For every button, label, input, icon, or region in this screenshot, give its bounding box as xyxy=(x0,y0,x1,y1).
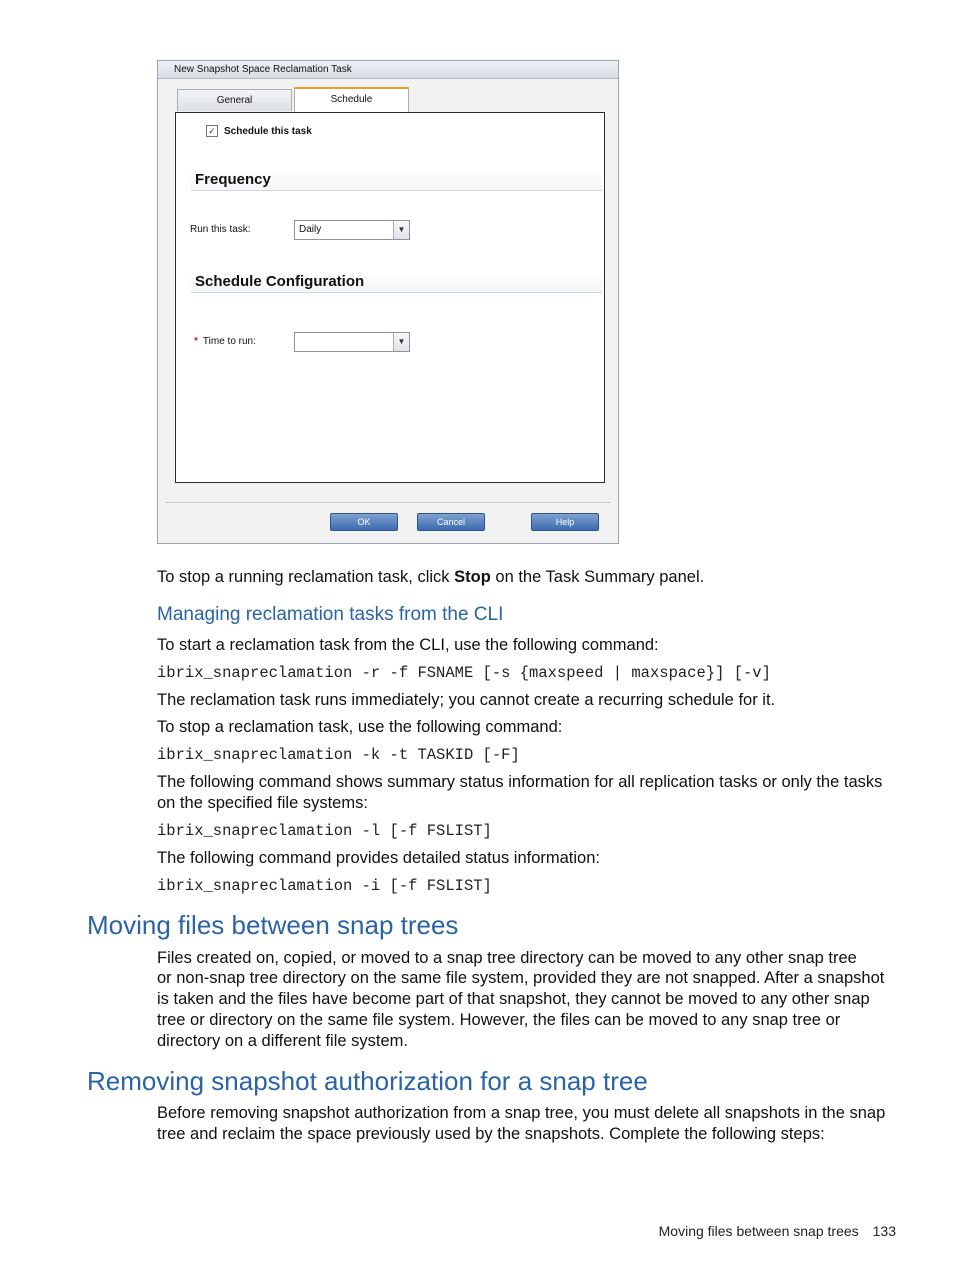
reclamation-task-dialog xyxy=(157,60,619,544)
schedule-config-heading: Schedule Configuration xyxy=(191,271,602,293)
cmd-start: ibrix_snapreclamation -r -f FSNAME [-s {maxspeed | maxspace}] [-v] xyxy=(157,664,771,682)
summary-line-1: The following command shows summary status information for all replication tasks or only the tasks xyxy=(157,773,883,791)
moving-line: directory on a different file system. xyxy=(157,1032,408,1050)
moving-line: is taken and the files have become part of that snapshot, they cannot be moved to any other snap xyxy=(157,990,870,1008)
moving-heading: Moving files between snap trees xyxy=(87,910,459,940)
tab-schedule[interactable]: Schedule xyxy=(294,87,409,112)
ok-button[interactable]: OK xyxy=(330,513,398,531)
cli-heading: Managing reclamation tasks from the CLI xyxy=(157,604,504,625)
stop-intro: To stop a reclamation task, use the following command: xyxy=(157,718,563,736)
detail-intro: The following command provides detailed status information: xyxy=(157,849,600,867)
time-to-run-select[interactable] xyxy=(294,332,410,352)
schedule-panel xyxy=(175,112,605,483)
time-to-run-label: Time to run: xyxy=(202,336,256,347)
stop-bold: Stop xyxy=(454,568,491,586)
help-button[interactable]: Help xyxy=(531,513,599,531)
checkbox-checked-icon[interactable]: ✓ xyxy=(206,125,218,137)
cli-intro: To start a reclamation task from the CLI, use the following command: xyxy=(157,636,659,654)
dialog-divider xyxy=(165,502,611,503)
chevron-down-icon[interactable]: ▼ xyxy=(393,221,409,239)
page-number: 133 xyxy=(872,1223,896,1239)
cmd-summary: ibrix_snapreclamation -l [-f FSLIST] xyxy=(157,822,492,840)
frequency-heading: Frequency xyxy=(191,169,602,191)
run-task-select[interactable] xyxy=(294,220,410,240)
tab-general[interactable]: General xyxy=(177,89,292,111)
removing-line: tree and reclaim the space previously used by the snapshots. Complete the following steps: xyxy=(157,1125,825,1143)
page-footer xyxy=(659,1223,896,1239)
removing-heading: Removing snapshot authorization for a snap tree xyxy=(87,1066,648,1096)
chevron-down-icon[interactable]: ▼ xyxy=(393,333,409,351)
run-task-value: Daily xyxy=(299,224,322,235)
cmd-detail: ibrix_snapreclamation -i [-f FSLIST] xyxy=(157,877,492,895)
stop-instruction xyxy=(157,567,704,588)
removing-line: Before removing snapshot authorization from a snap tree, you must delete all snapshots in the snap xyxy=(157,1104,886,1122)
runs-immediately: The reclamation task runs immediately; you cannot create a recurring schedule for it. xyxy=(157,691,776,709)
moving-line: or non-snap tree directory on the same file system, provided they are not snapped. After a snapshot xyxy=(157,969,885,987)
run-task-label: Run this task: xyxy=(190,224,251,235)
summary-line-2: on the specified file systems: xyxy=(157,794,368,812)
stop-text-after: on the Task Summary panel. xyxy=(490,568,705,586)
cmd-stop: ibrix_snapreclamation -k -t TASKID [-F] xyxy=(157,746,520,764)
moving-line: tree or directory on the same file system. However, the files can be moved to any snap tree or xyxy=(157,1011,841,1029)
required-asterisk-icon: * xyxy=(194,336,198,347)
footer-section: Moving files between snap trees xyxy=(658,1223,859,1239)
time-to-run-label-row xyxy=(194,336,256,347)
schedule-task-checkbox-row[interactable] xyxy=(206,125,312,137)
moving-line: Files created on, copied, or moved to a snap tree directory can be moved to any other snap tree xyxy=(157,949,857,967)
schedule-task-label: Schedule this task xyxy=(224,125,312,137)
stop-text-before: To stop a running reclamation task, click xyxy=(157,568,455,586)
dialog-title: New Snapshot Space Reclamation Task xyxy=(158,61,618,79)
cancel-button[interactable]: Cancel xyxy=(417,513,485,531)
